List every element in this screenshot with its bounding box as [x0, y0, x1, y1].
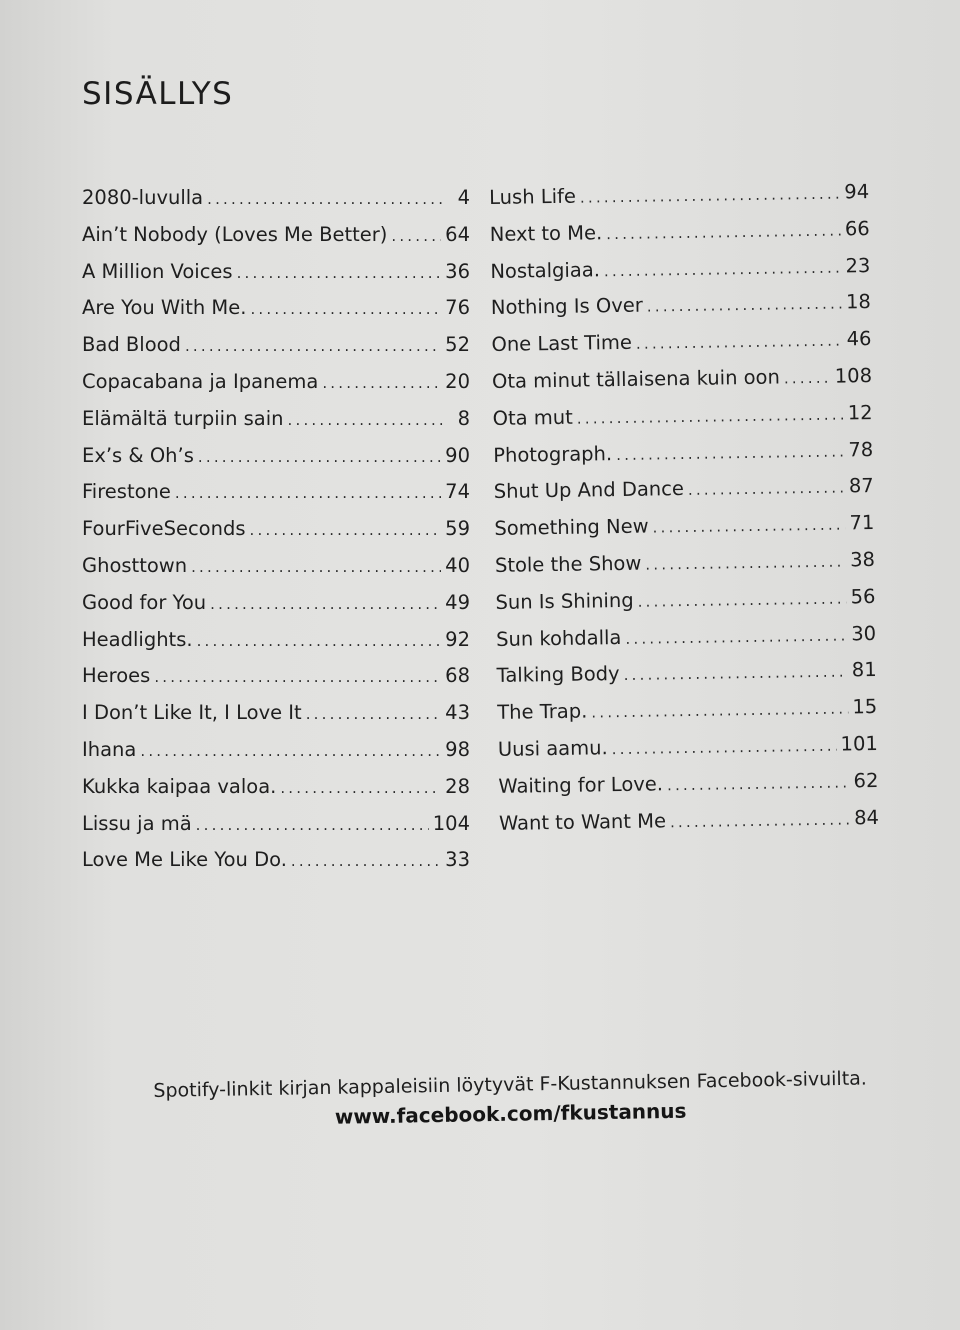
- toc-entry: [497, 658, 878, 701]
- toc-entry: [82, 296, 470, 333]
- dot-leader: [140, 742, 441, 760]
- dot-leader: [637, 589, 846, 610]
- toc-entry-page-number: 43: [445, 701, 470, 725]
- toc-entry-title: Ghosttown: [82, 553, 188, 577]
- toc-entry-title: Are You With Me.: [82, 296, 247, 320]
- dot-leader: [623, 663, 847, 685]
- toc-entry-title: Copacabana ja Ipanema: [82, 369, 319, 393]
- toc-entry-page-number: 74: [445, 480, 470, 504]
- toc-entry-page-number: 40: [445, 553, 470, 577]
- toc-entry-title: Firestone: [82, 480, 171, 504]
- toc-entry: [499, 806, 880, 849]
- toc-entry-page-number: 81: [851, 658, 877, 682]
- toc-entry-page-number: 78: [848, 437, 874, 461]
- toc-entry-title: Bad Blood: [82, 333, 181, 357]
- toc-entry-page-number: 98: [445, 737, 470, 761]
- toc-entry: [82, 628, 470, 665]
- toc-entry: [495, 548, 876, 591]
- toc-entry-title: One Last Time: [491, 330, 633, 357]
- dot-leader: [207, 190, 444, 208]
- footer-note: Spotify-linkit kirjan kappaleisiin löytyvät F-Kustannuksen Facebook-sivuilta.: [153, 1067, 868, 1102]
- toc-entry-title: Stole the Show: [494, 551, 642, 577]
- toc-entry-title: Heroes: [82, 664, 151, 688]
- toc-entry-page-number: 76: [445, 296, 470, 320]
- toc-left-column: [82, 186, 470, 885]
- toc-entry-title: Nostalgiaa.: [490, 257, 601, 283]
- toc-entry-title: Ain’t Nobody (Loves Me Better): [82, 222, 388, 246]
- footer: [150, 1067, 871, 1132]
- dot-leader: [197, 632, 442, 650]
- dot-leader: [306, 705, 441, 723]
- toc-right-column: [489, 180, 879, 848]
- toc-entry: [497, 695, 878, 738]
- toc-entry-page-number: 64: [445, 222, 470, 246]
- toc-entry-title: I Don’t Like It, I Love It: [82, 701, 302, 725]
- dot-leader: [322, 374, 441, 392]
- toc-entry-title: Photograph.: [493, 441, 613, 467]
- toc-entry-page-number: 46: [846, 327, 872, 351]
- toc-entry: [496, 622, 877, 665]
- toc-entry: [82, 407, 470, 444]
- toc-entry-title: Waiting for Love.: [498, 772, 664, 798]
- toc-entry: [82, 517, 470, 554]
- dot-leader: [604, 258, 842, 280]
- toc-entry-title: 2080-luvulla: [82, 186, 204, 209]
- toc-entry-title: Lissu ja mä: [82, 811, 192, 835]
- page-title: SISÄLLYS: [82, 76, 234, 112]
- toc-entry: [490, 254, 871, 297]
- toc-entry-page-number: 38: [849, 547, 876, 572]
- toc-entry: [82, 333, 470, 370]
- toc-entry-title: Sun kohdalla: [495, 625, 622, 651]
- toc-entry: [82, 260, 470, 297]
- toc-entry-page-number: 49: [445, 590, 470, 614]
- toc-entry-page-number: 90: [445, 443, 470, 467]
- dot-leader: [670, 810, 850, 831]
- toc-entry-title: Nothing Is Over: [490, 293, 643, 320]
- toc-entry-page-number: 84: [853, 805, 880, 829]
- toc-entry-page-number: 66: [844, 216, 870, 241]
- dot-leader: [280, 779, 441, 797]
- toc-entry-page-number: 104: [432, 811, 470, 835]
- toc-entry-title: Love Me Like You Do.: [82, 848, 287, 872]
- toc-entry-page-number: 12: [847, 400, 873, 425]
- dot-leader: [191, 558, 441, 576]
- dot-leader: [237, 264, 442, 282]
- dot-leader: [250, 300, 441, 318]
- toc-entry: [82, 812, 470, 849]
- dot-leader: [154, 668, 441, 686]
- toc-entry-title: Lush Life: [489, 184, 577, 209]
- dot-leader: [606, 221, 841, 243]
- toc-entry-page-number: 20: [445, 369, 470, 393]
- toc-entry: [491, 290, 872, 333]
- toc-entry-title: Headlights.: [82, 627, 193, 651]
- toc-entry-title: Want to Want Me: [498, 808, 667, 835]
- toc-entry-page-number: 18: [845, 290, 872, 314]
- dot-leader: [667, 773, 850, 794]
- footer-url: www.facebook.com/fkustannus: [334, 1098, 687, 1129]
- toc-entry-title: A Million Voices: [82, 259, 233, 283]
- dot-leader: [591, 700, 848, 722]
- dot-leader: [652, 516, 845, 537]
- toc-entry-page-number: 59: [445, 517, 470, 541]
- toc-entry-title: Something New: [494, 514, 649, 541]
- toc-entry: [82, 664, 470, 701]
- toc-entry-page-number: 23: [845, 253, 871, 278]
- toc-entry: [492, 364, 873, 407]
- dot-leader: [210, 595, 441, 613]
- toc-entry-title: Shut Up And Dance: [493, 477, 685, 504]
- dot-leader: [196, 816, 429, 834]
- toc-entry: [493, 438, 874, 481]
- toc-entry-title: The Trap.: [497, 699, 588, 725]
- toc-entry: [82, 223, 470, 260]
- toc-entry-title: Elämältä turpiin sain: [82, 406, 284, 430]
- toc-entry-title: Ota mut: [492, 405, 573, 430]
- toc-entry-page-number: 71: [849, 511, 875, 535]
- toc-entry: [82, 591, 470, 628]
- toc-entry-page-number: 94: [844, 180, 870, 204]
- toc-entry: [490, 217, 871, 260]
- toc-entry: [491, 327, 872, 370]
- toc-entry: [82, 480, 470, 517]
- toc-entry-page-number: 101: [840, 731, 878, 756]
- dot-leader: [175, 484, 441, 502]
- dot-leader: [616, 442, 845, 464]
- dot-leader: [784, 369, 831, 388]
- toc-entry-title: FourFiveSeconds: [82, 517, 246, 541]
- dot-leader: [185, 337, 441, 355]
- toc-entry: [494, 474, 875, 517]
- toc-entry: [489, 180, 870, 223]
- dot-leader: [636, 332, 843, 353]
- toc-entry-page-number: 36: [445, 259, 470, 283]
- dot-leader: [612, 737, 837, 759]
- toc-entry-page-number: 15: [852, 695, 878, 719]
- toc-entry: [82, 775, 470, 812]
- toc-entry-page-number: 68: [445, 664, 470, 688]
- dot-leader: [577, 405, 844, 427]
- toc-entry-page-number: 28: [445, 774, 470, 798]
- toc-entry-title: Good for You: [82, 590, 207, 614]
- toc-entry-page-number: 108: [834, 363, 873, 388]
- toc-entry: [82, 444, 470, 481]
- toc-entry: [82, 848, 470, 885]
- dot-leader: [391, 227, 441, 245]
- toc-entry: [82, 738, 470, 775]
- toc-entry: [498, 769, 879, 812]
- dot-leader: [250, 521, 442, 539]
- toc-entry: [82, 370, 470, 407]
- toc-entry-page-number: 8: [457, 406, 470, 430]
- toc-entry-page-number: 4: [457, 186, 470, 209]
- toc-entry-title: Ex’s & Oh’s: [82, 443, 194, 467]
- toc-entry-title: Ota minut tällaisena kuin oon: [491, 365, 781, 393]
- toc-entry-page-number: 56: [850, 584, 876, 609]
- dot-leader: [291, 852, 441, 870]
- toc-entry-title: Kukka kaipaa valoa.: [82, 774, 277, 798]
- dot-leader: [645, 552, 846, 573]
- toc-entry-page-number: 87: [848, 474, 874, 498]
- dot-leader: [625, 626, 847, 647]
- toc-entry: [494, 511, 875, 554]
- toc-entry: [82, 701, 470, 738]
- toc-entry-page-number: 62: [853, 768, 879, 793]
- toc-entry: [492, 401, 873, 444]
- dot-leader: [647, 295, 843, 316]
- toc-entry: [82, 186, 470, 223]
- dot-leader: [198, 448, 441, 466]
- dot-leader: [688, 479, 845, 499]
- toc-entry-page-number: 52: [445, 333, 470, 357]
- dot-leader: [288, 411, 444, 429]
- toc-entry-title: Sun Is Shining: [495, 588, 634, 614]
- toc-entry-page-number: 33: [445, 848, 470, 872]
- toc-entry: [82, 554, 470, 591]
- toc-entry-title: Uusi aamu.: [497, 736, 608, 761]
- toc-entry: [498, 732, 879, 775]
- toc-entry: [495, 585, 876, 628]
- dot-leader: [580, 184, 841, 206]
- toc-entry-title: Talking Body: [496, 662, 620, 688]
- toc-entry-title: Next to Me.: [489, 221, 603, 246]
- toc-entry-page-number: 30: [851, 621, 877, 645]
- toc-entry-title: Ihana: [82, 737, 137, 761]
- toc-entry-page-number: 92: [445, 627, 470, 651]
